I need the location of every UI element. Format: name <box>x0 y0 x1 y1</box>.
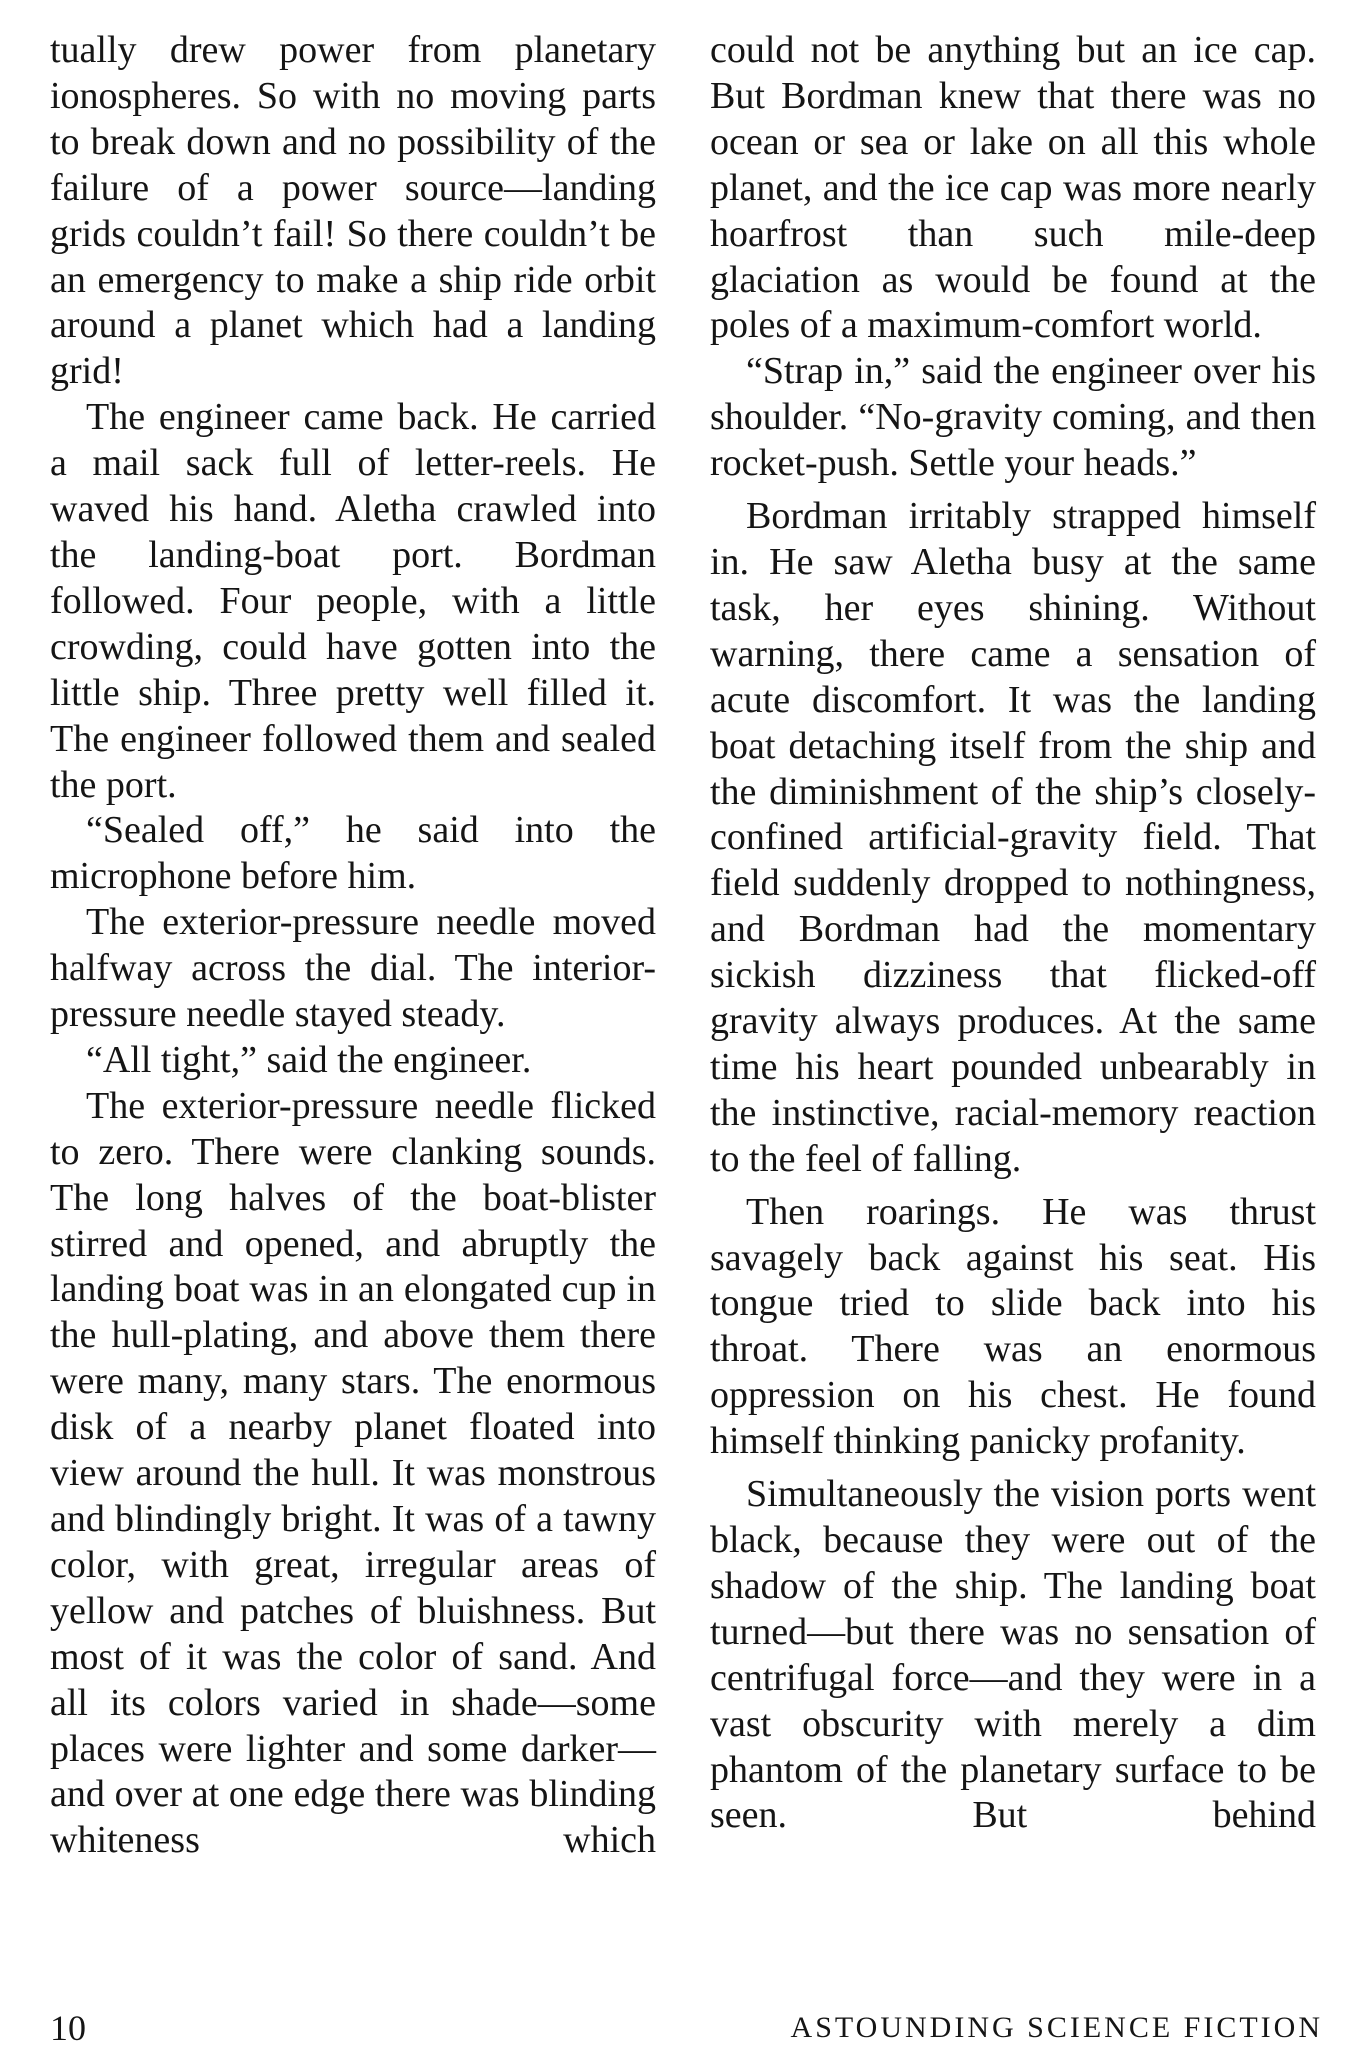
paragraph: Bordman irritably strapped himself in. He saw Aletha busy at the same task, her eyes shining. Without warning, there came a sensation of acute discomfort. It was the landing boat detaching itself from the ship and the diminishment of the ship’s closely-confined artificial-gravity field. That field suddenly dropped to nothingness, and Bordman had the momentary sickish dizziness that flicked-off gravity always produces. At the same time his heart pounded unbearably in the instinctive, racial-memory reaction to the feel of falling. <box>710 495 1316 1180</box>
paragraph: “Sealed off,” he said into the microphone before him. <box>50 809 656 898</box>
paragraph: The engineer came back. He carried a mail sack full of letter-reels. He waved his hand. Aletha crawled into the landing-boat port. Bordman followed. Four people, with a little crowding, could have gotten into the little ship. Three pretty well filled it. The engineer followed them and sealed the port. <box>50 396 656 806</box>
right-text-column <box>710 28 1316 1839</box>
paragraph: Simultaneously the vision ports went black, because they were out of the shadow of the ship. The landing boat turned—but there was no sensation of centrifugal force—and they were in a vast obscurity with merely a dim phantom of the planetary surface to be seen. But behind <box>710 1473 1316 1837</box>
paragraph: could not be anything but an ice cap. But Bordman knew that there was no ocean or sea or lake on all this whole planet, and the ice cap was more nearly hoarfrost than such mile-deep glaciation as would be found at the poles of a maximum-comfort world. <box>710 29 1316 347</box>
paragraph: Then roarings. He was thrust savagely back against his seat. His tongue tried to slide back into his throat. There was an enormous oppression on his chest. He found himself thinking panicky profanity. <box>710 1190 1316 1463</box>
paragraph: “All tight,” said the engineer. <box>86 1038 532 1081</box>
paragraph: “Strap in,” said the engineer over his shoulder. “No-gravity coming, and then rocket-push. Settle your heads.” <box>710 350 1316 485</box>
paragraph: tually drew power from planetary ionospheres. So with no moving parts to break down and no possibility of the failure of a power source—landing grids couldn’t fail! So there couldn’t be an emergency to make a ship ride orbit around a planet which had a landing grid! <box>50 29 656 393</box>
running-footer-title: ASTOUNDING SCIENCE FICTION <box>790 2011 1323 2044</box>
paragraph: The exterior-pressure needle moved halfway across the dial. The interior-pressure needle stayed steady. <box>50 901 656 1036</box>
page-number: 10 <box>50 2008 86 2048</box>
paragraph: The exterior-pressure needle flicked to zero. There were clanking sounds. The long halves of the boat-blister stirred and opened, and abruptly the landing boat was in an elongated cup in the hull-plating, and above them there were many, many stars. The enormous disk of a nearby planet floated into view around the hull. It was monstrous and blindingly bright. It was of a tawny color, with great, irregular areas of yellow and patches of bluishness. But most of it was the color of sand. And all its colors varied in shade—some places were lighter and some darker—and over at one edge there was blinding whiteness which <box>50 1084 656 1862</box>
left-text-column <box>50 28 656 1864</box>
